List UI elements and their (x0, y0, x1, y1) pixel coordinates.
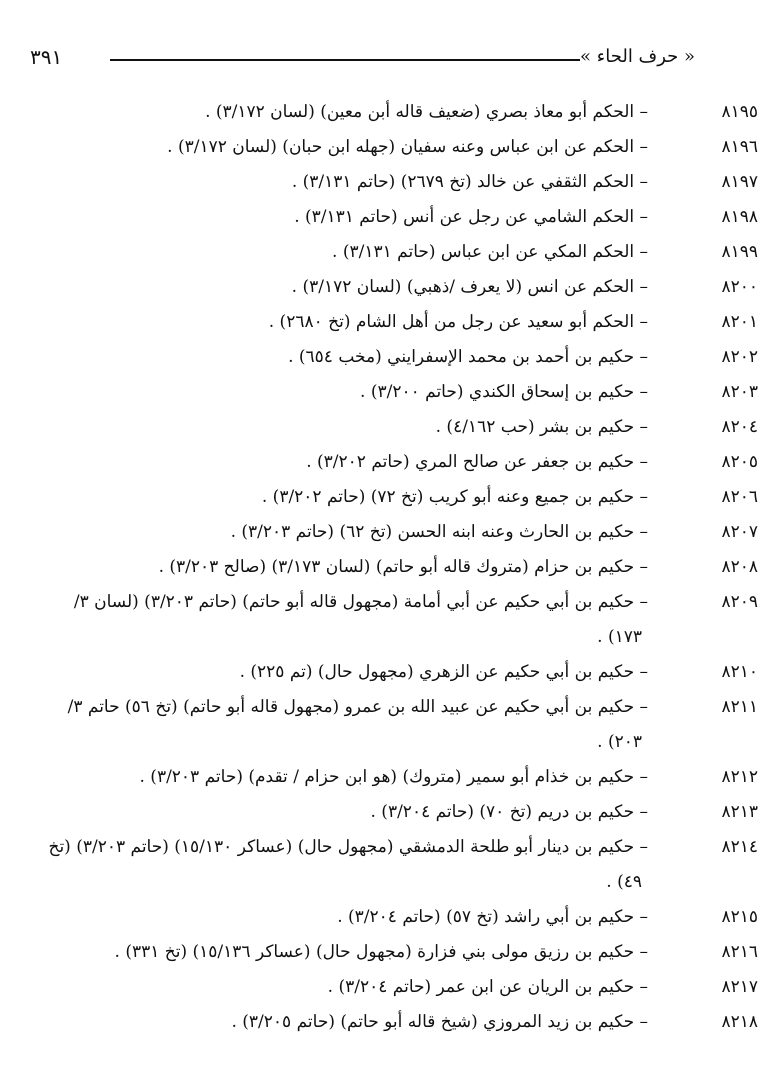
list-item: ٨٢٠٦– حكيم بن جميع وعنه أبو كريب (تخ ٧٢) (حاتم ٣/٢٠٢) . (40, 480, 700, 515)
entry-text: حكيم بن جميع وعنه أبو كريب (تخ ٧٢) (حاتم ٣/٢٠٢) . (261, 487, 635, 507)
list-item: ٨٢٠٠– الحكم عن انس (لا يعرف /ذهبي) (لسان ٣/١٧٢) . (40, 270, 700, 305)
entry-number: ٨٢٠٣ (721, 382, 758, 402)
entry-text: حكيم بن خذام أبو سمير (متروك) (هو ابن حزام / تقدم) (حاتم ٣/٢٠٣) . (139, 767, 635, 787)
entry-text: الحكم أبو سعيد عن رجل من أهل الشام (تخ ٢٦٨٠) . (268, 312, 635, 332)
entry-number: ٨٢٠٠ (721, 277, 758, 297)
list-item: ٨٢١٦– حكيم بن رزيق مولى بني فزارة (مجهول حال) (عساكر ١٥/١٣٦) (تخ ٣٣١) . (40, 935, 700, 970)
list-item: ٨١٩٦– الحكم عن ابن عباس وعنه سفيان (جهله ابن حبان) (لسان ٣/١٧٢) . (40, 130, 700, 165)
entry-number: ٨٢٠٢ (721, 347, 758, 367)
list-item: ٨٢١٢– حكيم بن خذام أبو سمير (متروك) (هو ابن حزام / تقدم) (حاتم ٣/٢٠٣) . (40, 760, 700, 795)
page-number: ٣٩١ (30, 45, 63, 69)
list-item: ٨٢١٥– حكيم بن أبي راشد (تخ ٥٧) (حاتم ٣/٢٠٤) . (40, 900, 700, 935)
list-item: ٨٢٠٧– حكيم بن الحارث وعنه ابنه الحسن (تخ ٦٢) (حاتم ٣/٢٠٣) . (40, 515, 700, 550)
list-item: ٨٢١٠– حكيم بن أبي حكيم عن الزهري (مجهول حال) (تم ٢٢٥) . (40, 655, 700, 690)
entry-text: الحكم عن ابن عباس وعنه سفيان (جهله ابن حبان) (لسان ٣/١٧٢) . (167, 137, 635, 157)
entry-number: ٨١٩٨ (721, 207, 758, 227)
entry-number: ٨١٩٦ (721, 137, 758, 157)
entry-number: ٨٢٠٤ (721, 417, 758, 437)
entry-text: حكيم بن دريم (تخ ٧٠) (حاتم ٣/٢٠٤) . (370, 802, 635, 822)
entry-text: الحكم عن انس (لا يعرف /ذهبي) (لسان ٣/١٧٢) . (291, 277, 635, 297)
entry-text: الحكم المكي عن ابن عباس (حاتم ٣/١٣١) . (332, 242, 635, 262)
entry-text: حكيم بن أحمد بن محمد الإسفرايني (مخب ٦٥٤) . (288, 347, 635, 367)
entry-number: ٨٢٠٧ (721, 522, 758, 542)
list-item: ٨١٩٩– الحكم المكي عن ابن عباس (حاتم ٣/١٣١) . (40, 235, 700, 270)
list-item: ٨١٩٥– الحكم أبو معاذ بصري (ضعيف قاله أبن معين) (لسان ٣/١٧٢) . (40, 95, 700, 130)
entry-text: الحكم الثقفي عن خالد (تخ ٢٦٧٩) (حاتم ٣/١٣١) . (291, 172, 635, 192)
entry-text: حكيم بن أبي راشد (تخ ٥٧) (حاتم ٣/٢٠٤) . (337, 907, 635, 927)
entry-list (40, 95, 758, 1040)
entry-number: ٨٢٠٦ (721, 487, 758, 507)
list-item: ٨٢١٤– حكيم بن دينار أبو طلحة الدمشقي (مجهول حال) (عساكر ١٥/١٣٠) (حاتم ٣/٢٠٣) (تخ ٤٩) . (40, 830, 700, 900)
entry-number: ٨٢٠١ (721, 312, 758, 332)
list-item: ٨٢٠٢– حكيم بن أحمد بن محمد الإسفرايني (مخب ٦٥٤) . (40, 340, 700, 375)
list-item: ٨٢٠٨– حكيم بن حزام (متروك قاله أبو حاتم) (لسان ٣/١٧٣) (صالح ٣/٢٠٣) . (40, 550, 700, 585)
entry-number: ٨١٩٩ (721, 242, 758, 262)
list-item: ٨٢١٧– حكيم بن الريان عن ابن عمر (حاتم ٣/٢٠٤) . (40, 970, 700, 1005)
list-item: ٨١٩٧– الحكم الثقفي عن خالد (تخ ٢٦٧٩) (حاتم ٣/١٣١) . (40, 165, 700, 200)
list-item: ٨٢٠٣– حكيم بن إسحاق الكندي (حاتم ٣/٢٠٠) . (40, 375, 700, 410)
entry-number: ٨٢١٧ (721, 977, 758, 997)
header-rule (110, 59, 580, 61)
entry-number: ٨٢١١ (721, 697, 758, 717)
entry-number: ٨٢٠٨ (721, 557, 758, 577)
entry-number: ٨٢١٦ (721, 942, 758, 962)
entry-text: حكيم بن الحارث وعنه ابنه الحسن (تخ ٦٢) (حاتم ٣/٢٠٣) . (230, 522, 635, 542)
entry-text: حكيم بن جعفر عن صالح المري (حاتم ٣/٢٠٢) . (306, 452, 635, 472)
entry-text: حكيم بن أبي حكيم عن الزهري (مجهول حال) (تم ٢٢٥) . (239, 662, 635, 682)
entry-number: ٨٢١٠ (721, 662, 758, 682)
list-item: ٨٢٠٤– حكيم بن بشر (حب ٤/١٦٢) . (40, 410, 700, 445)
entry-number: ٨١٩٥ (721, 102, 758, 122)
list-item: ٨١٩٨– الحكم الشامي عن رجل عن أنس (حاتم ٣/١٣١) . (40, 200, 700, 235)
list-item: ٨٢٠٥– حكيم بن جعفر عن صالح المري (حاتم ٣/٢٠٢) . (40, 445, 700, 480)
list-item: ٨٢١١– حكيم بن أبي حكيم عن عبيد الله بن عمرو (مجهول قاله أبو حاتم) (تخ ٥٦) حاتم ٣/ ٢٠٣) . (40, 690, 700, 760)
entry-text: حكيم بن إسحاق الكندي (حاتم ٣/٢٠٠) . (360, 382, 635, 402)
running-head: « حرف الحاء » (580, 46, 695, 67)
entry-text: حكيم بن أبي حكيم عن أبي أمامة (مجهول قاله أبو حاتم) (حاتم ٣/٢٠٣) (لسان ٣/ ١٧٣) . (73, 592, 642, 647)
entry-text: حكيم بن رزيق مولى بني فزارة (مجهول حال) (عساكر ١٥/١٣٦) (تخ ٣٣١) . (114, 942, 635, 962)
entry-text: حكيم بن دينار أبو طلحة الدمشقي (مجهول حال) (عساكر ١٥/١٣٠) (حاتم ٣/٢٠٣) (تخ ٤٩) . (48, 837, 642, 892)
entry-number: ٨٢١٣ (721, 802, 758, 822)
entry-text: حكيم بن زيد المروزي (شيخ قاله أبو حاتم) (حاتم ٣/٢٠٥) . (231, 1012, 635, 1032)
entry-number: ٨٢١٤ (721, 837, 758, 857)
entry-number: ٨١٩٧ (721, 172, 758, 192)
entry-number: ٨٢١٨ (721, 1012, 758, 1032)
entry-text: حكيم بن أبي حكيم عن عبيد الله بن عمرو (مجهول قاله أبو حاتم) (تخ ٥٦) حاتم ٣/ ٢٠٣) . (67, 697, 642, 752)
entry-number: ٨٢٠٥ (721, 452, 758, 472)
entry-text: حكيم بن بشر (حب ٤/١٦٢) . (435, 417, 635, 437)
entry-text: حكيم بن حزام (متروك قاله أبو حاتم) (لسان ٣/١٧٣) (صالح ٣/٢٠٣) . (158, 557, 635, 577)
list-item: ٨٢٠١– الحكم أبو سعيد عن رجل من أهل الشام (تخ ٢٦٨٠) . (40, 305, 700, 340)
entry-number: ٨٢٠٩ (721, 592, 758, 612)
entry-number: ٨٢١٢ (721, 767, 758, 787)
page-header (30, 42, 695, 72)
entry-text: الحكم أبو معاذ بصري (ضعيف قاله أبن معين) (لسان ٣/١٧٢) . (205, 102, 635, 122)
list-item: ٨٢١٣– حكيم بن دريم (تخ ٧٠) (حاتم ٣/٢٠٤) . (40, 795, 700, 830)
entry-text: حكيم بن الريان عن ابن عمر (حاتم ٣/٢٠٤) . (327, 977, 635, 997)
list-item: ٨٢٠٩– حكيم بن أبي حكيم عن أبي أمامة (مجهول قاله أبو حاتم) (حاتم ٣/٢٠٣) (لسان ٣/ ١٧٣) . (40, 585, 700, 655)
entry-text: الحكم الشامي عن رجل عن أنس (حاتم ٣/١٣١) . (294, 207, 635, 227)
entry-number: ٨٢١٥ (721, 907, 758, 927)
list-item: ٨٢١٨– حكيم بن زيد المروزي (شيخ قاله أبو حاتم) (حاتم ٣/٢٠٥) . (40, 1005, 700, 1040)
